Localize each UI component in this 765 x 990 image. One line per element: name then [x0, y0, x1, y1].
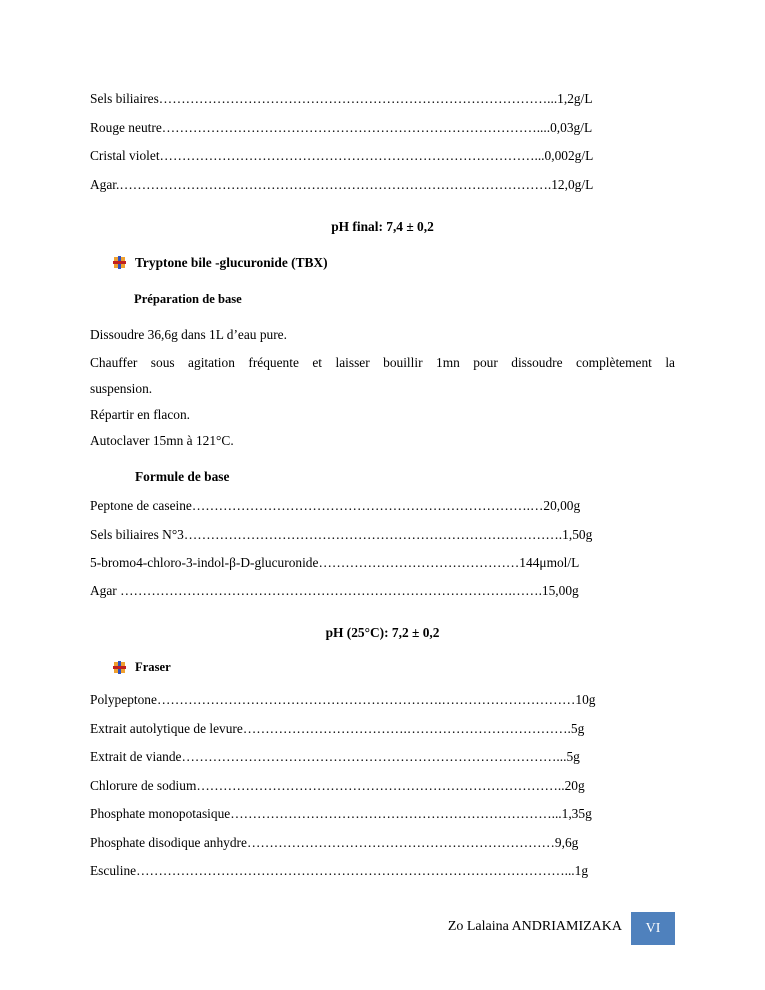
formula-row: Agar …………………………………………………………………………….…….15,00g — [90, 583, 579, 598]
section-heading-tbx: Tryptone bile -glucuronide (TBX) — [135, 255, 328, 270]
step-dissoudre: Dissoudre 36,6g dans 1L d’eau pure. — [90, 327, 287, 342]
section-heading-fraser: Fraser — [135, 660, 171, 674]
step-chauffer: Chauffer sous agitation fréquente et laisser bouillir 1mn pour dissoudre complètement la — [90, 355, 675, 370]
formula-row: Polypeptone……………………………………………………….…………………………10g — [90, 692, 596, 707]
subheading-formule: Formule de base — [135, 469, 230, 484]
bullet-plus-icon — [113, 256, 126, 269]
formula-row: Sels biliaires N°3………………………………………………………………………….1,50g — [90, 527, 593, 542]
footer-author: Zo Lalaina ANDRIAMIZAKA — [447, 919, 622, 934]
subheading-preparation: Préparation de base — [134, 292, 242, 306]
formula-row: Extrait autolytique de levure……………………………….……………………………….5g — [90, 721, 585, 736]
formula-row: Peptone de caseine………………………………………………………………….…20,00g — [90, 498, 581, 513]
formula-row: Phosphate monopotasique………………………………………………………………...1,35g — [90, 806, 592, 821]
formula-row: Phosphate disodique anhydre……………………………………………………………9,6g — [90, 835, 579, 850]
ph-tbx: pH (25°C): 7,2 ± 0,2 — [325, 625, 440, 640]
list-item-rouge-neutre: Rouge neutre…………………………………………………………………………....0,03g/L — [90, 120, 593, 135]
step-autoclaver: Autoclaver 15mn à 121°C. — [90, 433, 234, 448]
formula-row: Extrait de viande…………………………………………………………………………...5g — [90, 749, 580, 764]
formula-row: Chlorure de sodium………………………………………………………………………..20g — [90, 778, 585, 793]
page-number-badge: VI — [631, 912, 675, 945]
list-item-sels-biliaires: Sels biliaires……………………………………………………………………………...1,2g/L — [90, 91, 593, 106]
ph-final: pH final: 7,4 ± 0,2 — [331, 219, 434, 234]
list-item-agar: Agar.…………………………………………………………………………………….12,0g/L — [90, 177, 594, 192]
bullet-plus-icon — [113, 661, 126, 674]
step-chauffer-cont: suspension. — [90, 381, 153, 396]
list-item-cristal-violet: Cristal violet…………………………………………………………………………...0,002g/L — [90, 148, 594, 163]
formula-row: 5-bromo4-chloro-3-indol-β-D-glucuronide………………………………………144μmol/L — [90, 555, 580, 570]
formula-row: Esculine……………………………………………………………………………………...1g — [90, 863, 589, 878]
step-repartir: Répartir en flacon. — [90, 407, 191, 422]
